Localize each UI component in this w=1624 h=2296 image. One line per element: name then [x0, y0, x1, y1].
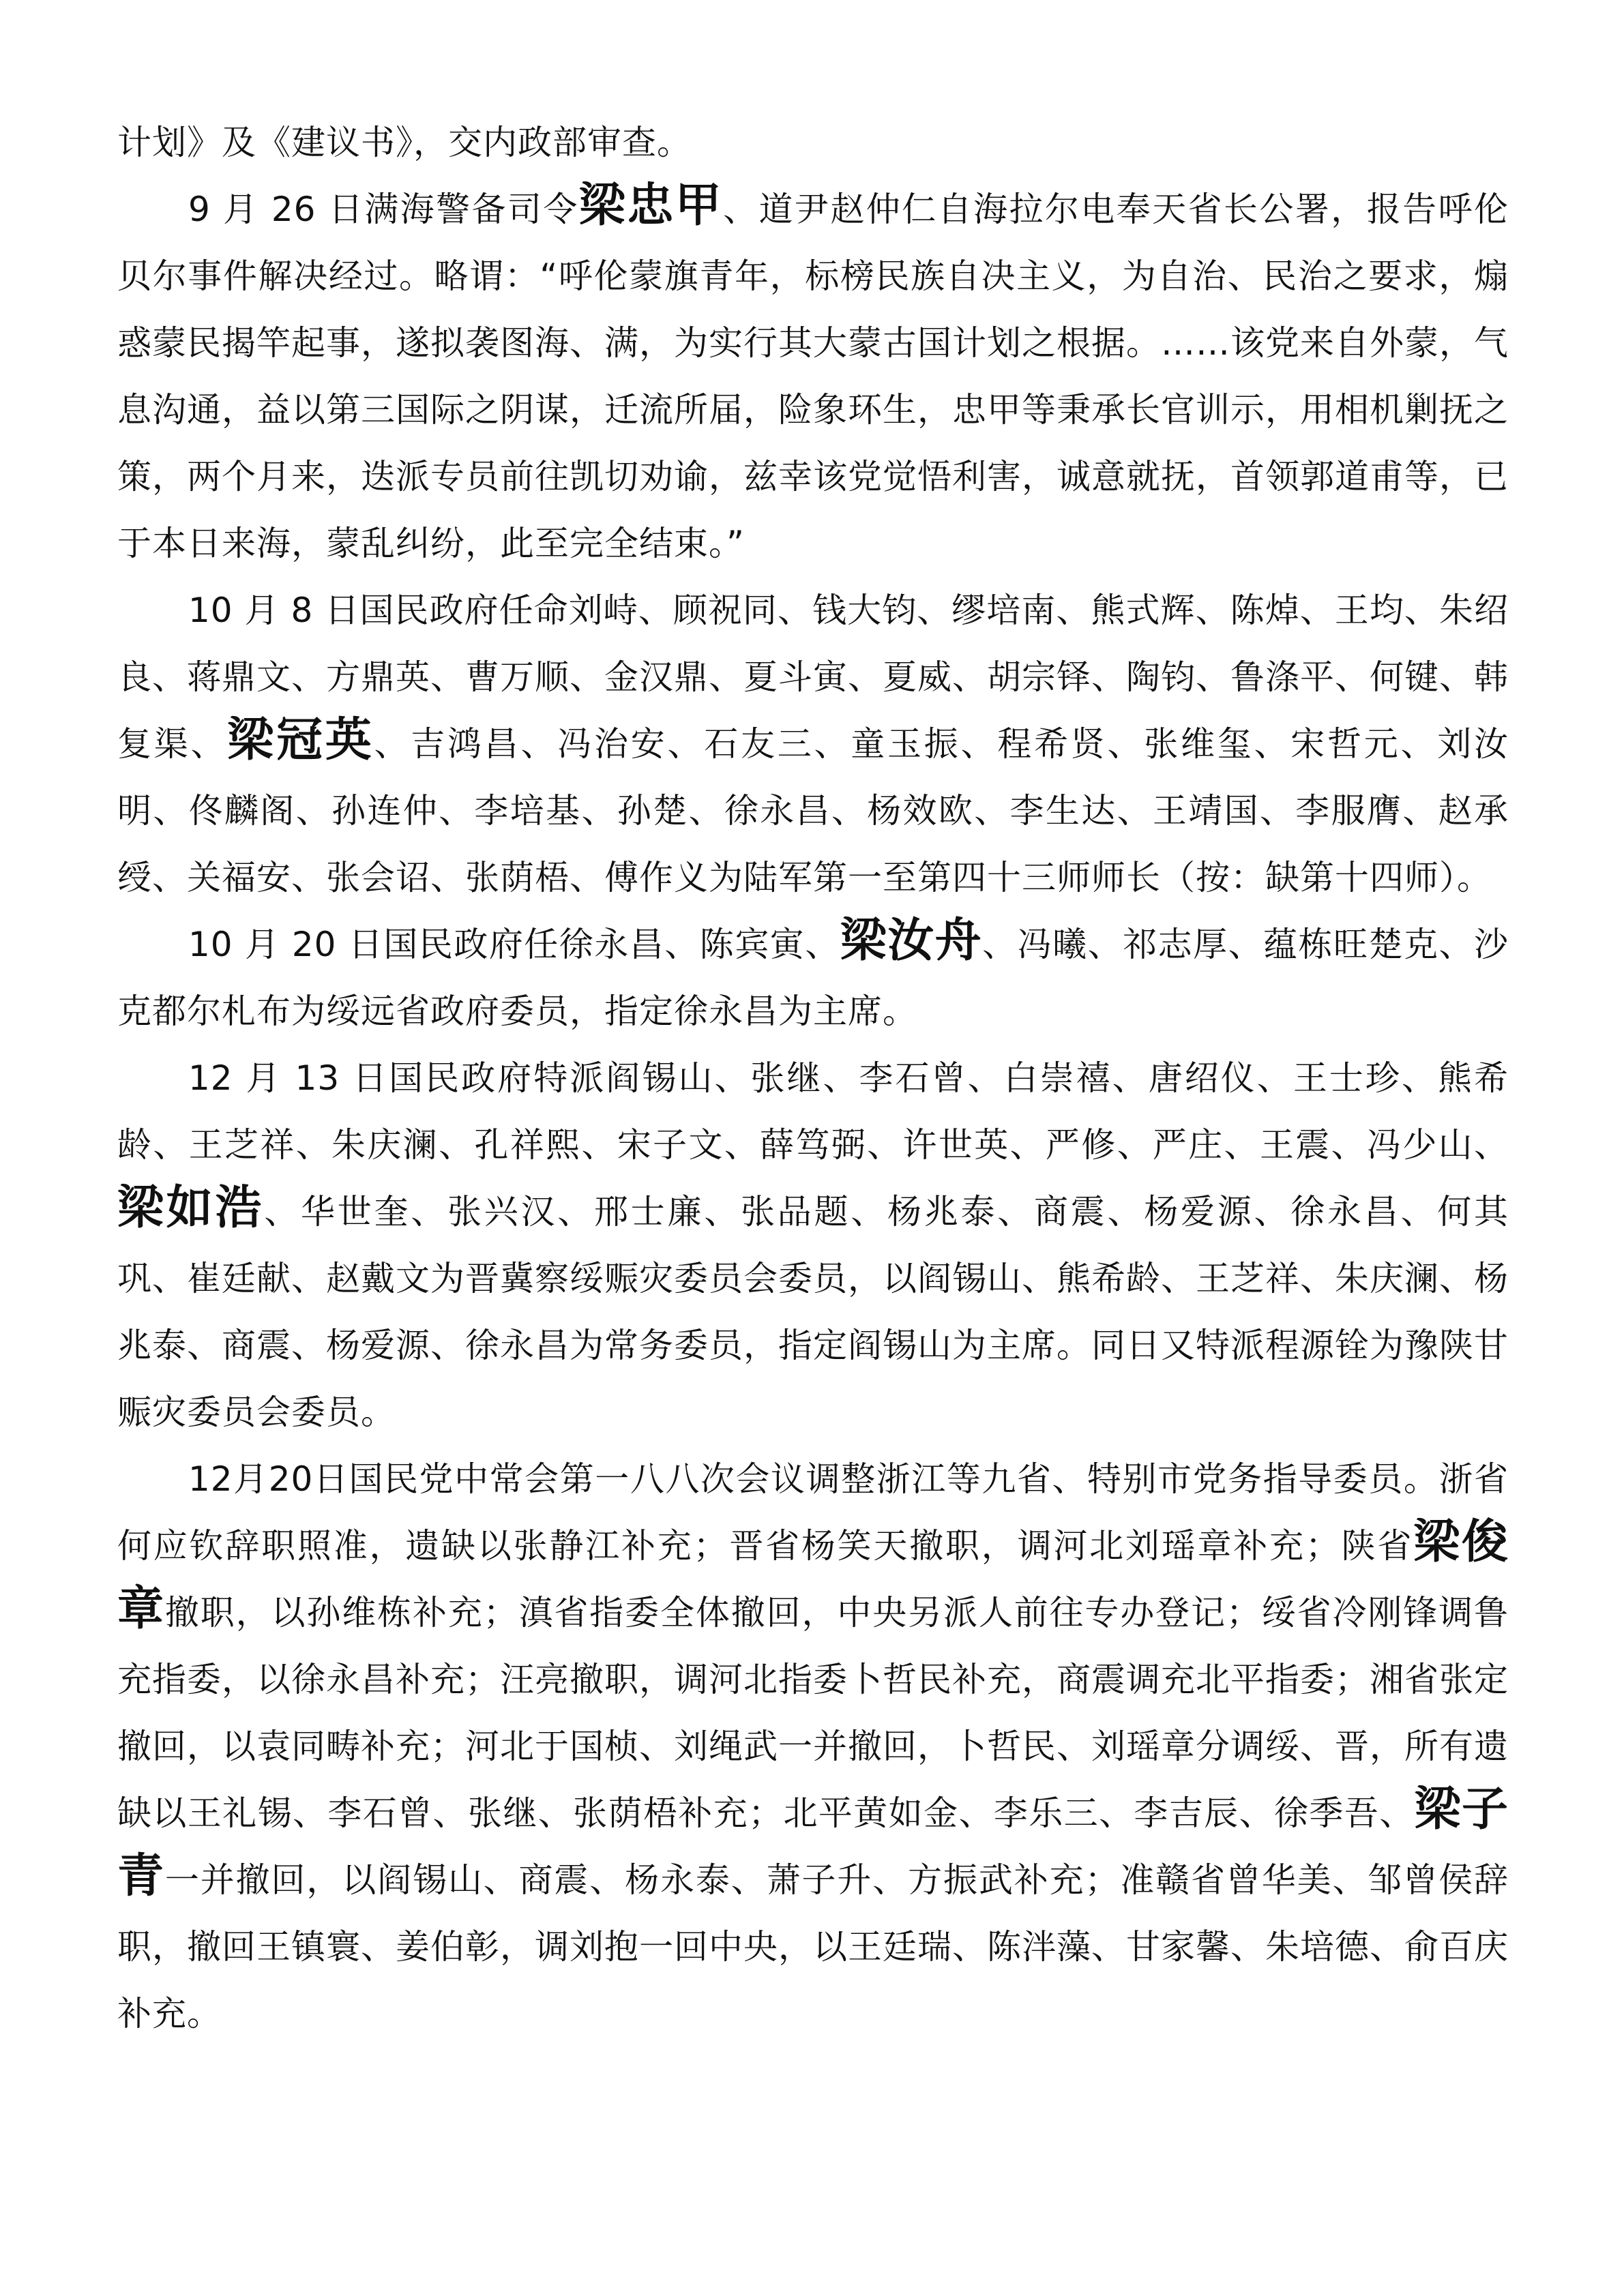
paragraph-p2 — [117, 176, 1509, 577]
paragraph-text: 12月20日国民党中常会第一八八次会议调整浙江等九省、特别市党务指导委员。浙省何应钦辞职照准，遗缺以张静江补充；晋省杨笑天撤职，调河北刘瑶章补充；陕省 — [117, 1459, 1509, 1566]
paragraph-text: 一并撤回，以阎锡山、商震、杨永泰、萧子升、方振武补充；准赣省曾华美、邹曾侯辞职，撤回王镇寰、姜伯彰，调刘抱一回中央，以王廷瑞、陈泮藻、甘家馨、朱培德、俞百庆补充。 — [117, 1860, 1509, 2033]
paragraph-text: 10 月 8 日国民政府任命刘峙、顾祝同、钱大钧、缪培南、熊式辉、陈焯、王均、朱绍良、蒋鼎文、方鼎英、曹万顺、金汉鼎、夏斗寅、夏威、胡宗铎、陶钧、鲁涤平、何键、韩复渠、 — [117, 591, 1509, 764]
paragraph-p3 — [117, 577, 1509, 911]
document-body — [117, 109, 1509, 2047]
paragraph-text: 、冯曦、祁志厚、蕴栋旺楚克、沙克都尔札布为绥远省政府委员，指定徐永昌为主席。 — [117, 925, 1509, 1031]
paragraph-text: 12 月 13 日国民政府特派阎锡山、张继、李石曾、白崇禧、唐绍仪、王士珍、熊希龄、王芝祥、朱庆澜、孔祥熙、宋子文、薛笃弼、许世英、严修、严庄、王震、冯少山、 — [117, 1058, 1509, 1165]
paragraph-text: 、道尹赵仲仁自海拉尔电奉天省长公署，报告呼伦贝尔事件解决经过。略谓：“呼伦蒙旗青年，标榜民族自决主义，为自治、民治之要求，煽惑蒙民揭竿起事，遂拟袭图海、满，为实行其大蒙古国计划之根据。……该党来自外蒙，气息沟通，益以第三国际之阴谋，迁流所届，险象环生，忠甲等秉承长官训示，用相机剿抚之策，两个月来，迭派专员前往凯切劝谕，兹幸该党觉悟利害，诚意就抚，首领郭道甫等，已于本日来海，蒙乱纠纷，此至完全结束。” — [117, 190, 1509, 563]
paragraph-text: 10 月 20 日国民政府任徐永昌、陈宾寅、 — [188, 925, 840, 964]
highlighted-name: 梁子青 — [117, 1782, 1509, 1903]
paragraph-text: 、华世奎、张兴汉、邢士廉、张品题、杨兆泰、商震、杨爱源、徐永昌、何其巩、崔廷献、赵戴文为晋冀察绥赈灾委员会委员，以阎锡山、熊希龄、王芝祥、朱庆澜、杨兆泰、商震、杨爱源、徐永昌为常务委员，指定阎锡山为主席。同日又特派程源铨为豫陕甘赈灾委员会委员。 — [117, 1192, 1509, 1432]
paragraph-p6 — [117, 1446, 1509, 2047]
paragraph-p1 — [117, 109, 1509, 176]
paragraph-text: 计划》及《建议书》，交内政部审查。 — [117, 123, 692, 162]
paragraph-p5 — [117, 1045, 1509, 1446]
highlighted-name: 梁冠英 — [227, 713, 374, 767]
paragraph-p4 — [117, 911, 1509, 1045]
paragraph-text: 撤职，以孙维栋补充；滇省指委全体撤回，中央另派人前往专办登记；绥省冷刚锋调鲁充指委，以徐永昌补充；汪亮撤职，调河北指委卜哲民补充，商震调充北平指委；湘省张定撤回，以袁同畴补充；河北于国桢、刘绳武一并撤回，卜哲民、刘瑶章分调绥、晋，所有遗缺以王礼锡、李石曾、张继、张荫梧补充；北平黄如金、李乐三、李吉辰、徐季吾、 — [117, 1593, 1509, 1833]
highlighted-name: 梁忠甲 — [578, 178, 724, 233]
highlighted-name: 梁俊章 — [117, 1515, 1509, 1636]
paragraph-text: 、吉鸿昌、冯治安、石友三、童玉振、程希贤、张维玺、宋哲元、刘汝明、佟麟阁、孙连仲、李培基、孙楚、徐永昌、杨效欧、李生达、王靖国、李服膺、赵承绶、关福安、张会诏、张荫梧、傅作义为陆军第一至第四十三师师长（按：缺第十四师）。 — [117, 724, 1509, 897]
paragraph-text: 9 月 26 日满海警备司令 — [188, 190, 579, 229]
highlighted-name: 梁汝舟 — [840, 913, 983, 968]
highlighted-name: 梁如浩 — [117, 1180, 265, 1235]
